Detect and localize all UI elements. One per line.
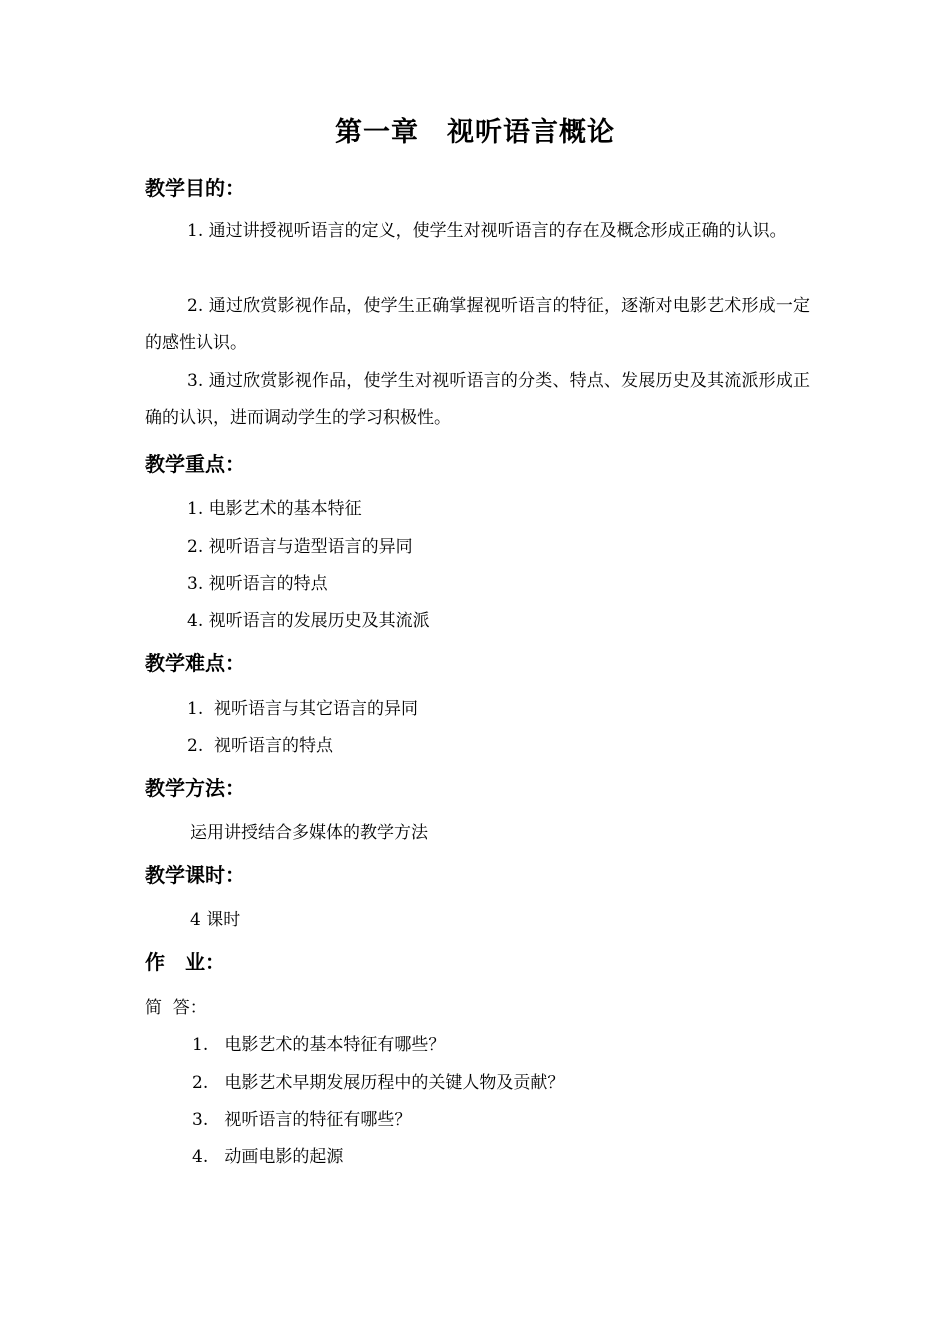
hours-heading: 教学课时： — [145, 863, 245, 887]
homework-item-2: 2. 电影艺术早期发展历程中的关键人物及贡献？ — [192, 1073, 565, 1093]
key-point-item-2: 2. 视听语言与造型语言的异同 — [187, 537, 413, 557]
difficulty-item-1: 1. 视听语言与其它语言的异同 — [187, 699, 419, 719]
hours-text: 4 课时 — [190, 910, 241, 930]
homework-subheading: 简 答： — [145, 998, 207, 1018]
homework-heading: 作 业： — [145, 950, 225, 974]
methods-heading: 教学方法： — [145, 776, 245, 800]
objective-item-1: 1. 通过讲授视听语言的定义，使学生对视听语言的存在及概念形成正确的认识。 — [187, 221, 787, 241]
homework-item-1: 1. 电影艺术的基本特征有哪些？ — [192, 1035, 446, 1055]
homework-item-4: 4. 动画电影的起源 — [192, 1147, 344, 1167]
chapter-title: 第一章 视听语言概论 — [335, 117, 615, 148]
key-points-heading: 教学重点： — [145, 452, 245, 476]
difficulty-item-2: 2. 视听语言的特点 — [187, 736, 334, 756]
difficulties-heading: 教学难点： — [145, 651, 245, 675]
homework-item-3: 3. 视听语言的特征有哪些？ — [192, 1110, 412, 1130]
key-point-item-3: 3. 视听语言的特点 — [187, 574, 328, 594]
key-point-item-1: 1. 电影艺术的基本特征 — [187, 499, 362, 519]
objectives-heading: 教学目的： — [145, 176, 245, 200]
methods-text: 运用讲授结合多媒体的教学方法 — [190, 823, 428, 843]
key-point-item-4: 4. 视听语言的发展历史及其流派 — [187, 611, 430, 631]
objective-item-2: 2. 通过欣赏影视作品，使学生正确掌握视听语言的特征，逐渐对电影艺术形成一定的感性认识。 — [145, 296, 810, 353]
objective-item-3: 3. 通过欣赏影视作品，使学生对视听语言的分类、特点、发展历史及其流派形成正确的认识，进而调动学生的学习积极性。 — [145, 371, 810, 428]
